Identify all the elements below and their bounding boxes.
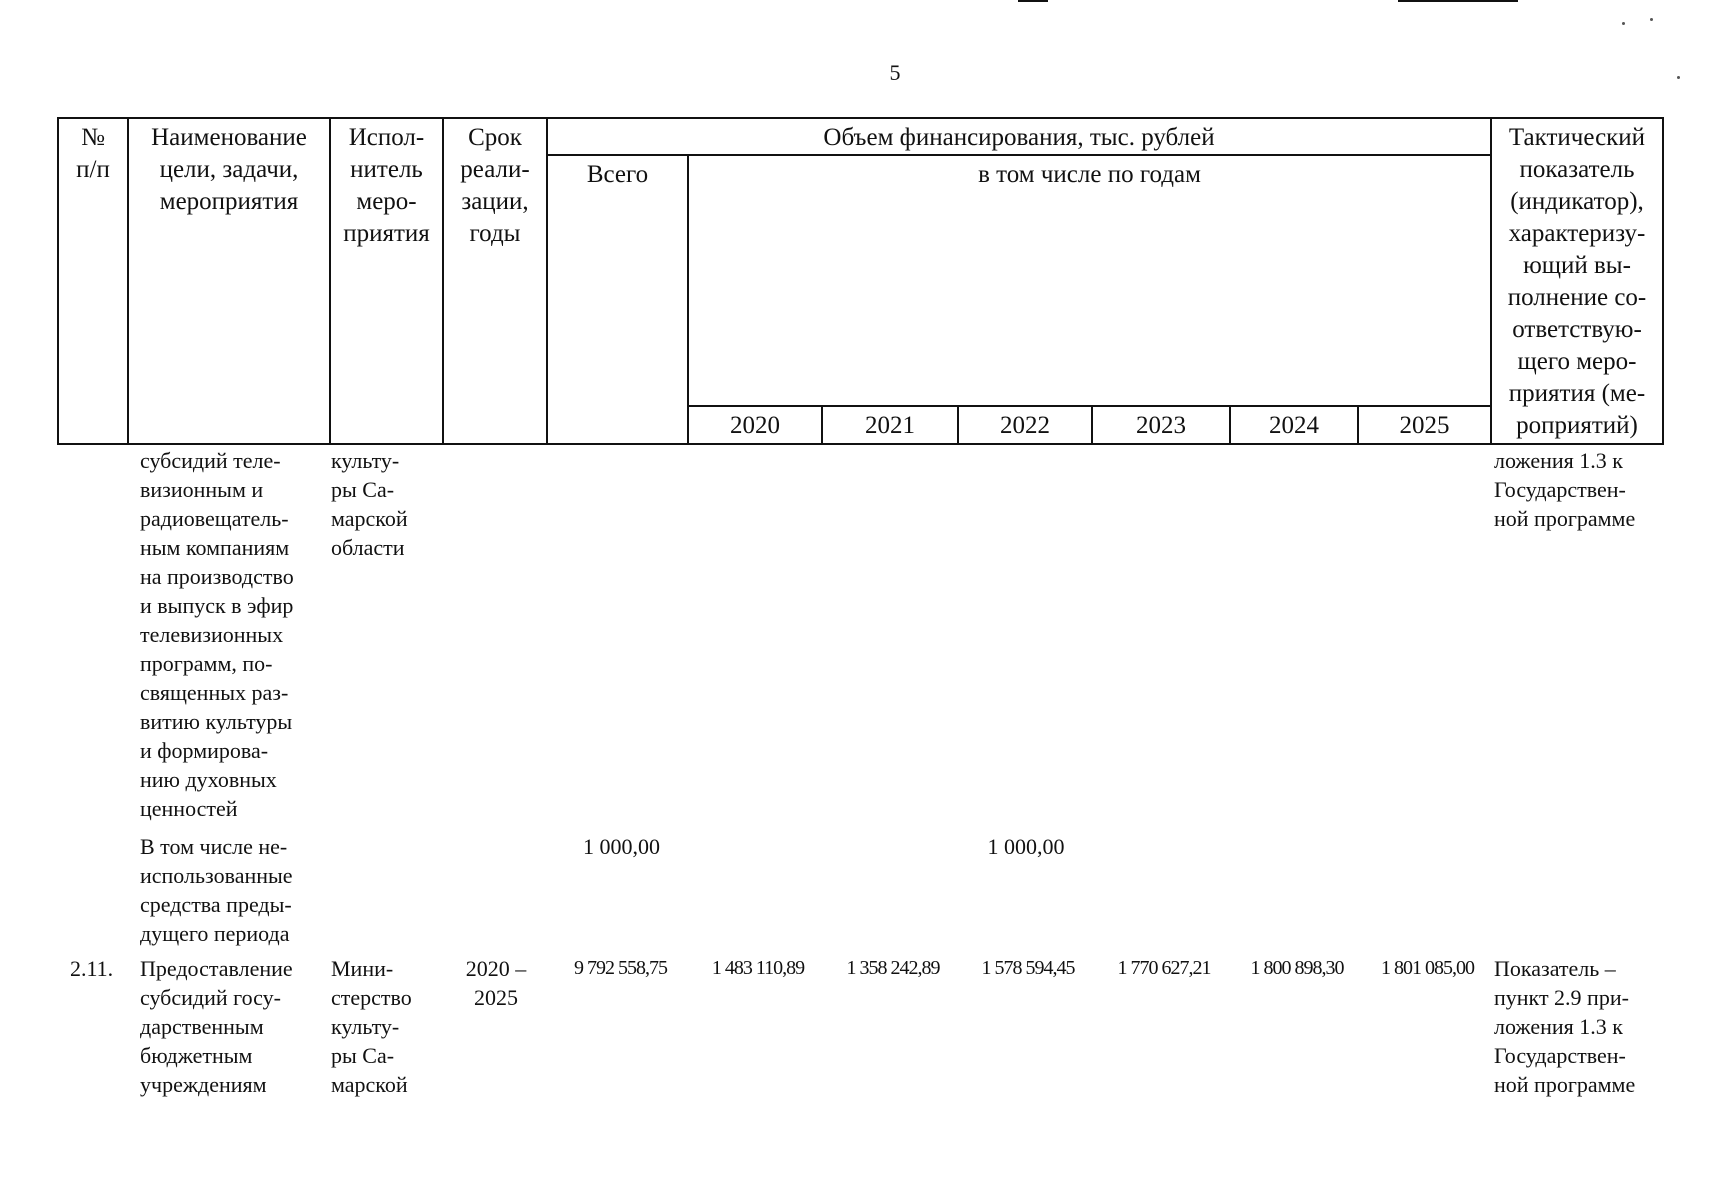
scan-artifact [1650, 18, 1653, 21]
table-header [57, 117, 1664, 445]
header-by-years: в том числе по годам [688, 155, 1491, 406]
page-number: 5 [889, 60, 901, 85]
row3-indicator: Показатель – пункт 2.9 при- ложения 1.3 к Государствен- ной программе [1494, 956, 1636, 1097]
header-year-2021: 2021 [822, 406, 958, 444]
header-funding: Объем финансирования, тыс. рублей [547, 118, 1491, 155]
row3-2023: 1 770 627,21 [1117, 957, 1211, 979]
header-total: Всего [547, 155, 688, 444]
row3-2024: 1 800 898,30 [1250, 957, 1344, 979]
scan-artifact [1622, 22, 1625, 25]
row3-name: Предоставление субсидий госу- дарственным бюджетным учреждениям [140, 956, 293, 1097]
row1-executor: культу- ры Са- марской области [331, 448, 408, 560]
header-executor: Испол- нитель меро- приятия [330, 118, 443, 444]
header-year-2022: 2022 [958, 406, 1092, 444]
row3-2020: 1 483 110,89 [711, 957, 805, 979]
header-period: Срок реали- зации, годы [443, 118, 547, 444]
row2-2022: 1 000,00 [987, 834, 1065, 859]
row2-name: В том числе не- использованные средства преды- дущего периода [140, 834, 293, 946]
scan-artifact [1018, 0, 1048, 2]
scan-artifact [1398, 0, 1518, 2]
row3-2022: 1 578 594,45 [981, 957, 1075, 979]
header-year-2025: 2025 [1358, 406, 1491, 444]
header-indicator: Тактический показатель (индикатор), характеризу- ющий вы- полнение со- ответствую- щего меро- приятия (ме- роприятий) [1491, 118, 1663, 444]
row2-total: 1 000,00 [583, 834, 660, 859]
row3-no: 2.11. [70, 956, 114, 981]
header-year-2023: 2023 [1092, 406, 1230, 444]
row3-period: 2020 – 2025 [465, 956, 527, 1010]
header-year-2024: 2024 [1230, 406, 1358, 444]
row1-indicator: ложения 1.3 к Государствен- ной программе [1494, 448, 1636, 531]
row3-executor: Мини- стерство культу- ры Са- марской [331, 956, 412, 1097]
header-no: № п/п [58, 118, 128, 444]
row3-2025: 1 801 085,00 [1381, 957, 1474, 979]
row1-name: субсидий теле- визионным и радиовещатель- ным компаниям на производство и выпуск в эфир телевизионных программ, по- священных раз- витию культуры и формирова- нию духовных ценностей [140, 448, 294, 821]
row3-total: 9 792 558,75 [574, 957, 667, 979]
header-year-2020: 2020 [688, 406, 822, 444]
row3-2021: 1 358 242,89 [846, 957, 940, 979]
header-name: Наименование цели, задачи, мероприятия [128, 118, 330, 444]
